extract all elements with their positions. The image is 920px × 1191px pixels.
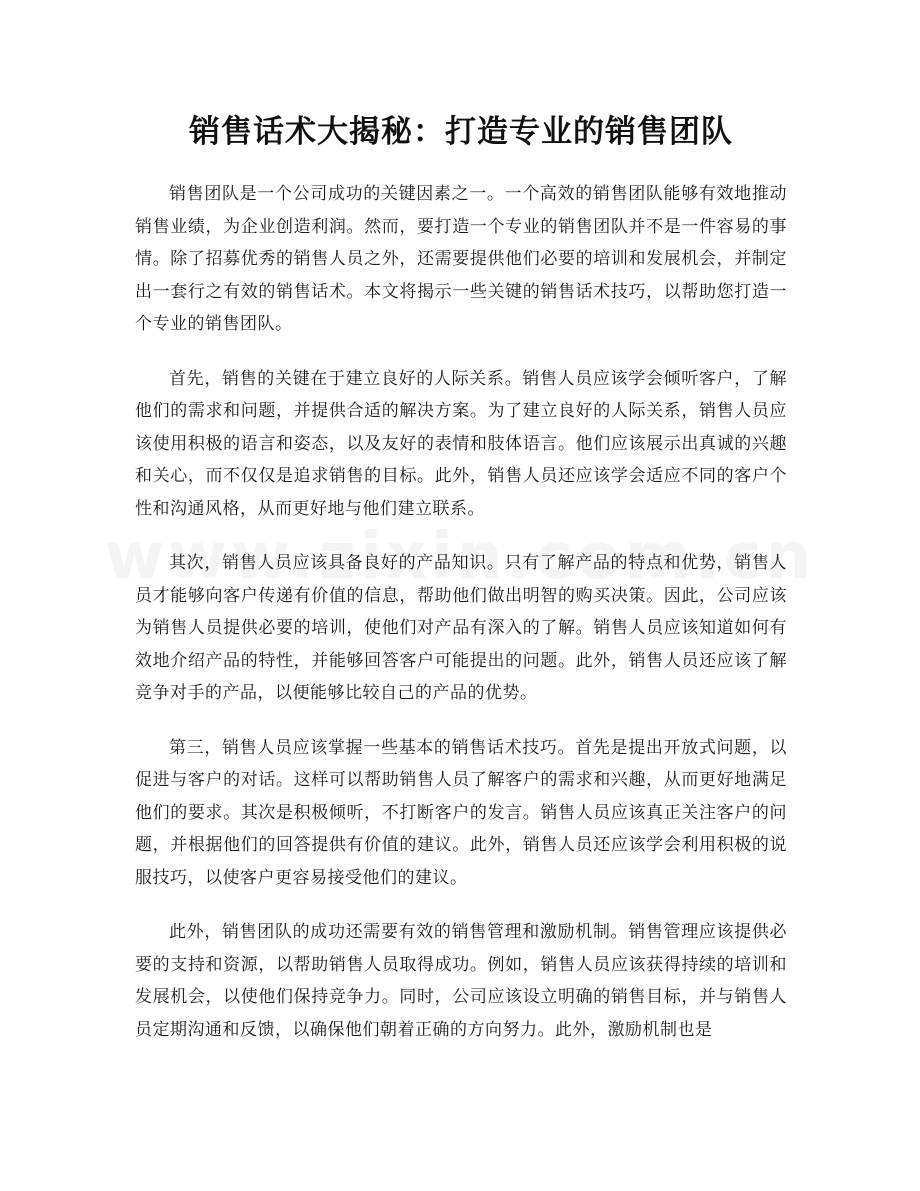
paragraph-5: 此外，销售团队的成功还需要有效的销售管理和激励机制。销售管理应该提供必要的支持和资源，以帮助销售人员取得成功。例如，销售人员应该获得持续的培训和发展机会，以使他们保持竞争力。同时，公司应该设立明确的销售目标，并与销售人员定期沟通和反馈，以确保他们朝着正确的方向努力。此外，激励机制也是 [135, 922, 787, 1040]
paragraph-1: 销售团队是一个公司成功的关键因素之一。一个高效的销售团队能够有效地推动销售业绩，为企业创造利润。然而，要打造一个专业的销售团队并不是一件容易的事情。除了招募优秀的销售人员之外，还需要提供他们必要的培训和发展机会，并制定出一套行之有效的销售话术。本文将揭示一些关键的销售话术技巧，以帮助您打造一个专业的销售团队。 [135, 184, 787, 334]
paragraph-3: 其次，销售人员应该具备良好的产品知识。只有了解产品的特点和优势，销售人员才能够向客户传递有价值的信息，帮助他们做出明智的购买决策。因此，公司应该为销售人员提供必要的培训，使他们对产品有深入的了解。销售人员应该知道如何有效地介绍产品的特性，并能够回答客户可能提出的问题。此外，销售人员还应该了解竞争对手的产品，以便能够比较自己的产品的优势。 [135, 553, 787, 703]
paragraph-4: 第三，销售人员应该掌握一些基本的销售话术技巧。首先是提出开放式问题，以促进与客户的对话。这样可以帮助销售人员了解客户的需求和兴趣，从而更好地满足他们的要求。其次是积极倾听，不打断客户的发言。销售人员应该真正关注客户的问题，并根据他们的回答提供有价值的建议。此外，销售人员还应该学会利用积极的说服技巧，以使客户更容易接受他们的建议。 [135, 737, 787, 888]
paragraph-2: 首先，销售的关键在于建立良好的人际关系。销售人员应该学会倾听客户，了解他们的需求和问题，并提供合适的解决方案。为了建立良好的人际关系，销售人员应该使用积极的语言和姿态，以及友好的表情和肢体语言。他们应该展示出真诚的兴趣和关心，而不仅仅是追求销售的目标。此外，销售人员还应该学会适应不同的客户个性和沟通风格，从而更好地与他们建立联系。 [135, 368, 787, 519]
document-body [135, 178, 787, 1046]
document-title: 销售话术大揭秘：打造专业的销售团队 [189, 114, 733, 150]
